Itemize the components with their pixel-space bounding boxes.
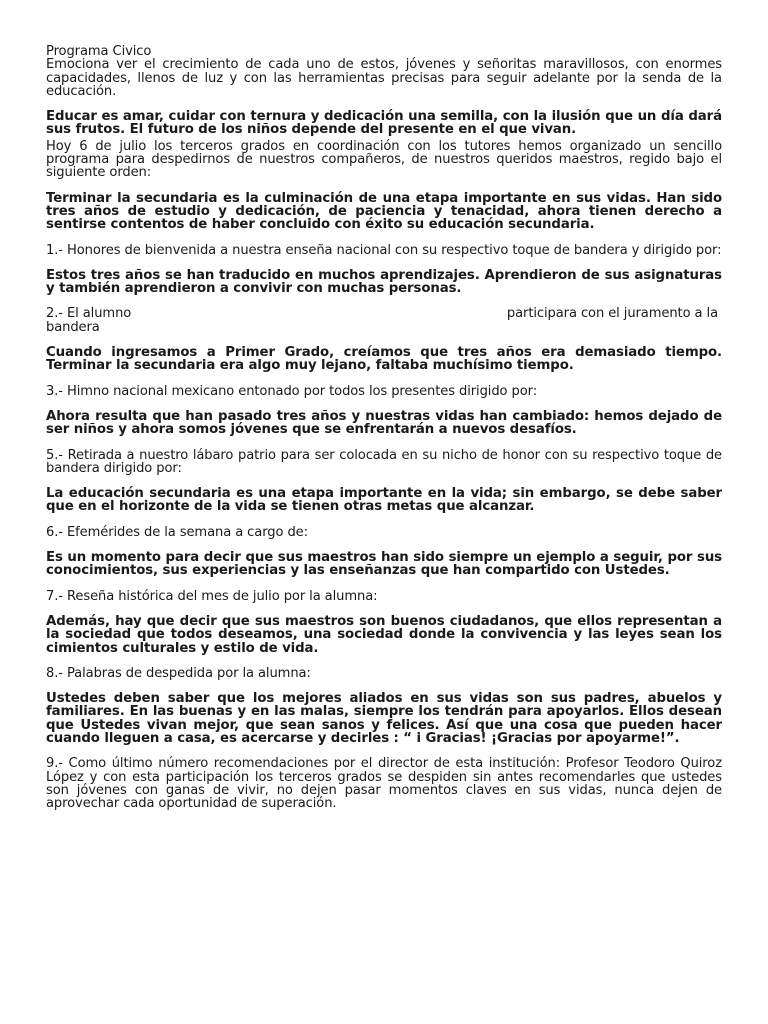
speech-paragraph-3: Estos tres años se han traducido en muchos aprendizajes. Aprendieron de sus asignaturas y también aprendieron a convivir con muchas personas. [46, 267, 722, 297]
speech-paragraph-7: Es un momento para decir que sus maestros han sido siempre un ejemplo a seguir, por sus conocimientos, sus experiencias y las enseñanzas que han compartido con Ustedes. [46, 550, 722, 579]
speech-paragraph-8: Además, hay que decir que sus maestros son buenos ciudadanos, que ellos representan a la sociedad que todos deseamos, una sociedad donde la convivencia y las leyes sean los cimientos culturales y estilo de vida. [46, 613, 722, 656]
program-item-2-continuation: bandera [46, 319, 100, 335]
intro-paragraph: Emociona ver el crecimiento de cada uno de estos, jóvenes y señoritas maravillosos, con enormes capacidades, llenos de luz y con las herramientas precisas para seguir adelante por la senda de la educación. [46, 57, 722, 99]
speech-paragraph-6: La educación secundaria es una etapa importante en la vida; sin embargo, se debe saber que en el horizonte de la vida se tienen otras metas que alcanzar. [46, 486, 722, 515]
document-title: Programa Civico [46, 44, 152, 59]
program-item-3: 3.- Himno nacional mexicano entonado por todos los presentes dirigido por: [46, 383, 538, 399]
program-item-2 [46, 307, 722, 334]
program-item-2-left: 2.- El alumno [46, 306, 132, 322]
program-item-7: 7.- Reseña histórica del mes de julio por la alumna: [46, 588, 378, 604]
program-intro-paragraph: Hoy 6 de julio los terceros grados en coordinación con los tutores hemos organizado un sencillo programa para despedirnos de nuestros compañeros, de nuestros queridos maestros, regido bajo el siguiente orden: [46, 138, 722, 181]
speech-paragraph-1: Educar es amar, cuidar con ternura y dedicación una semilla, con la ilusión que un día dará sus frutos. El futuro de los niños depende del presente en el que vivan. [46, 109, 722, 138]
program-item-9: 9.- Como último número recomendaciones por el director de esta institución: Profesor Teodoro Quiroz López y con esta participación los terceros grados se despiden sin antes recomendarles que ustedes son jóvenes con ganas de vivir, no dejen pasar momentos claves en sus vidas, nunca dejen de aprovechar cada oportunidad de superación. [46, 756, 722, 812]
speech-paragraph-4: Cuando ingresamos a Primer Grado, creíamos que tres años era demasiado tiempo. Terminar la secundaria era algo muy lejano, faltaba muchísimo tiempo. [46, 345, 722, 374]
program-item-1: 1.- Honores de bienvenida a nuestra enseña nacional con su respectivo toque de bandera y dirigido por: [46, 242, 722, 258]
program-item-6: 6.- Efemérides de la semana a cargo de: [46, 524, 308, 540]
speech-paragraph-2: Terminar la secundaria es la culminación de una etapa importante en sus vidas. Han sido tres años de estudio y dedicación, de paciencia y tenacidad, ahora tienen derecho a sentirse contentos de haber concluido con éxito su educación secundaria. [46, 190, 722, 233]
program-item-2-right: participara con el juramento a la [506, 306, 718, 322]
speech-paragraph-9: Ustedes deben saber que los mejores aliados en sus vidas son sus padres, abuelos y familiares. En las buenas y en las malas, siempre los tendrán para apoyarlos. Ellos desean que Ustedes vivan mejor, que sean sanos y felices. Así que una cosa que pueden hacer cuando lleguen a casa, es acercarse y decirles : “ i Gracias! ¡Gracias por apoyarme!”. [46, 691, 722, 746]
program-item-5: 5.- Retirada a nuestro lábaro patrio para ser colocada en su nicho de honor con su respectivo toque de bandera dirigido por: [46, 447, 722, 476]
speech-paragraph-5: Ahora resulta que han pasado tres años y nuestras vidas han cambiado: hemos dejado de ser niños y ahora somos jóvenes que se enfrentarán a nuevos desafíos. [46, 408, 722, 438]
program-item-8: 8.- Palabras de despedida por la alumna: [46, 665, 311, 681]
document-body [46, 45, 722, 810]
